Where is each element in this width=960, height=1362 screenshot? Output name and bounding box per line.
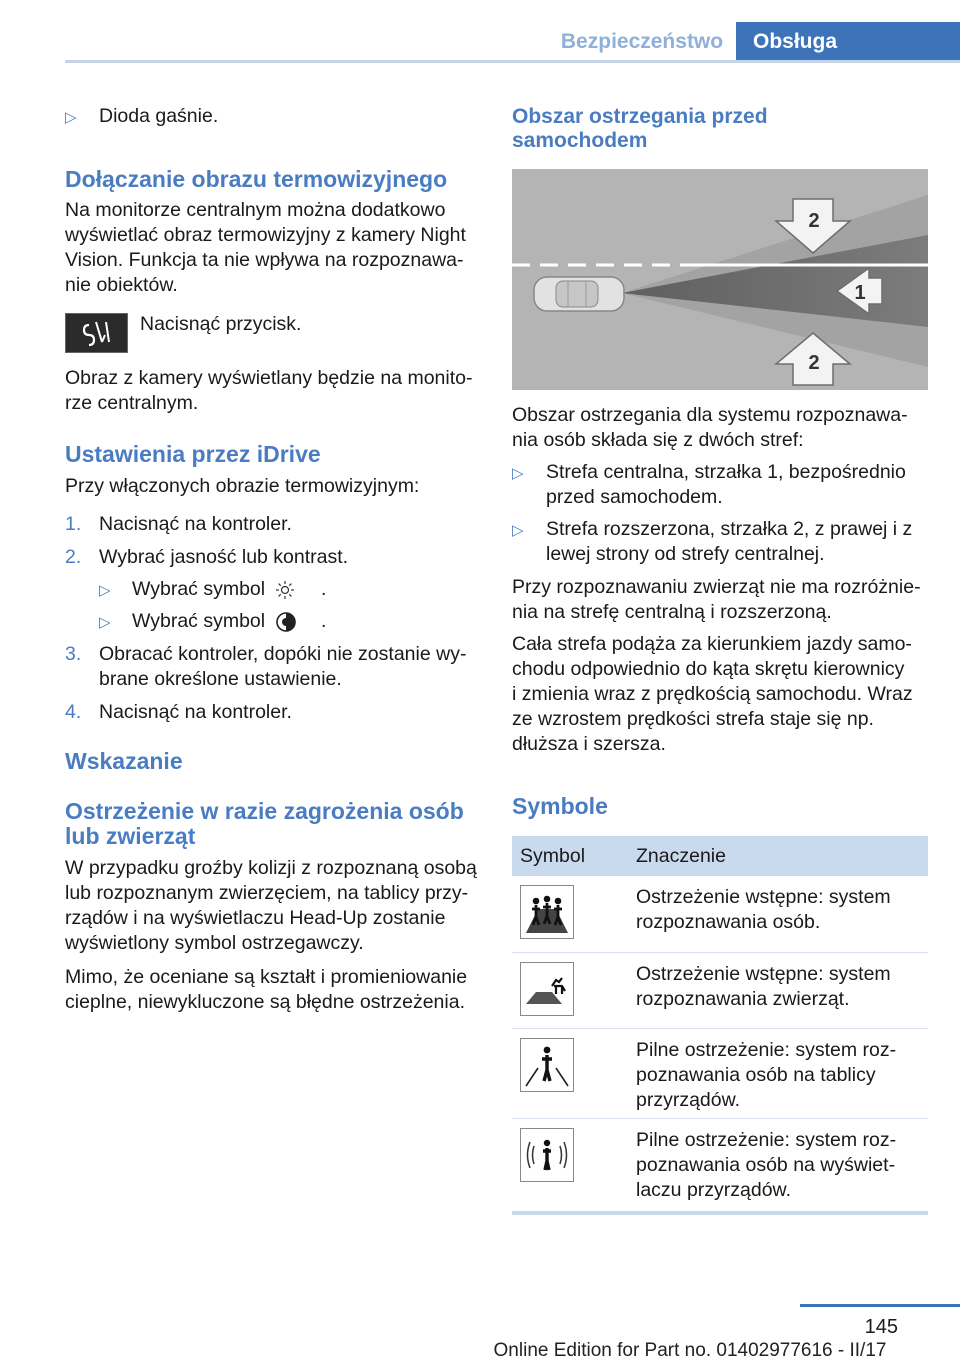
table-bottom-rule bbox=[512, 1211, 928, 1215]
paragraph-obraz: Obraz z kamery wyświetlany będzie na monito‐ rze centralnym. bbox=[65, 367, 473, 414]
paragraph-mimo: Mimo, że oceniane są kształt i promieniowanie cieplne, niewykluczone są błędne ostrzeżenia. bbox=[65, 966, 468, 1013]
animal-prewarning-icon bbox=[520, 962, 574, 1016]
paragraph-dolaczanie: Na monitorze centralnym można dodatkowo wyświetlać obraz termowizyjny z kamery Night Vision. Funkcja ta nie wpływa na rozpoznawa‐ nie obiektów. bbox=[65, 199, 466, 296]
step-4: 4. Nacisnąć na kontroler. bbox=[65, 701, 292, 723]
step-2: 2. Wybrać jasność lub kontrast. bbox=[65, 546, 349, 568]
symbols-table bbox=[512, 836, 928, 1215]
triangle-bullet-icon: ▷ bbox=[99, 582, 111, 599]
heading-symbole: Symbole bbox=[512, 793, 608, 819]
sub-bullet-contrast: ▷ Wybrać symbol . bbox=[99, 610, 327, 632]
table-row: Pilne ostrzeżenie: system roz‐ poznawania osób na tablicy przyrządów. bbox=[512, 1029, 928, 1119]
triangle-bullet-icon: ▷ bbox=[99, 614, 111, 631]
table-row: Pilne ostrzeżenie: system roz‐ poznawania osób na wyświet‐ laczu przyrządów. bbox=[512, 1119, 928, 1211]
bullet-strefa-centralna: ▷ Strefa centralna, strzałka 1, bezpośrednio przed samochodem. bbox=[512, 461, 906, 508]
bullet-strefa-rozszerzona: ▷ Strefa rozszerzona, strzałka 2, z prawej i z lewej strony od strefy centralnej. bbox=[512, 518, 913, 565]
contrast-icon bbox=[275, 611, 297, 633]
footer-rule bbox=[800, 1304, 960, 1307]
svg-text:2: 2 bbox=[808, 210, 820, 232]
pedestrian-acute-display-icon bbox=[520, 1128, 574, 1182]
page-number: 145 bbox=[864, 1316, 898, 1338]
svg-text:1: 1 bbox=[854, 282, 866, 304]
heading-dolaczanie: Dołączanie obrazu termowizyjnego bbox=[65, 166, 448, 192]
night-vision-button-icon bbox=[65, 313, 128, 353]
triangle-bullet-icon: ▷ bbox=[65, 109, 77, 126]
car-icon bbox=[534, 277, 624, 311]
table-row: Ostrzeżenie wstępne: system rozpoznawania zwierząt. bbox=[512, 953, 928, 1029]
sun-icon bbox=[275, 580, 295, 600]
heading-wskazanie: Wskazanie bbox=[65, 748, 183, 774]
table-row: Ostrzeżenie wstępne: system rozpoznawania osób. bbox=[512, 876, 928, 953]
triangle-bullet-icon: ▷ bbox=[512, 522, 524, 539]
triangle-bullet-icon: ▷ bbox=[512, 465, 524, 482]
table-header: Symbol Znaczenie bbox=[512, 836, 928, 876]
edition-note: Online Edition for Part no. 01402977616 - II/17 bbox=[493, 1340, 887, 1361]
step-3: 3. Obracać kontroler, dopóki nie zostanie wy‐ brane określone ustawienie. bbox=[65, 643, 467, 690]
svg-text:2: 2 bbox=[808, 352, 820, 374]
paragraph-przy-rozpoznawaniu: Przy rozpoznawaniu zwierząt nie ma rozróżnie‐ nia na strefę centralną i rozszerzoną. bbox=[512, 576, 921, 623]
paragraph-przy-wlaczonych: Przy włączonych obrazie termowizyjnym: bbox=[65, 475, 420, 497]
paragraph-cala-strefa: Cała strefa podąża za kierunkiem jazdy samo‐ chodu odpowiednio do kąta skrętu kierownicy i zmienia wraz z prędkością samochodu. Wraz ze wzrostem prędkości strefa staje się np. dłuższa i szersza. bbox=[512, 633, 913, 755]
sub-bullet-sun: ▷ Wybrać symbol . bbox=[99, 578, 327, 600]
heading-ustawienia: Ustawienia przez iDrive bbox=[65, 441, 321, 467]
step-1: 1. Nacisnąć na kontroler. bbox=[65, 513, 292, 535]
warning-area-diagram bbox=[512, 169, 928, 390]
button-caption: Nacisnąć przycisk. bbox=[140, 313, 302, 335]
tab-obsluga[interactable]: Obsługa bbox=[736, 22, 960, 62]
paragraph-obszar: Obszar ostrzegania dla systemu rozpoznawa‐ nia osób składa się z dwóch stref: bbox=[512, 404, 908, 451]
tab-bezpieczenstwo[interactable]: Bezpieczeństwo bbox=[560, 30, 724, 53]
heading-obszar: Obszar ostrzegania przed samochodem bbox=[512, 105, 768, 152]
paragraph-w-przypadku: W przypadku groźby kolizji z rozpoznaną osobą lub rozpoznanym zwierzęciem, na tablicy przy‐ rządów i na wyświetlaczu Head-Up zostanie wyświetlony symbol ostrzegawczy. bbox=[65, 857, 477, 954]
pedestrian-prewarning-icon bbox=[520, 885, 574, 939]
heading-ostrzezenie: Ostrzeżenie w razie zagrożenia osób lub zwierząt bbox=[65, 798, 464, 849]
pedestrian-acute-cluster-icon bbox=[520, 1038, 574, 1092]
header-rule bbox=[65, 60, 960, 63]
bullet-dioda: ▷ Dioda gaśnie. bbox=[65, 105, 219, 127]
